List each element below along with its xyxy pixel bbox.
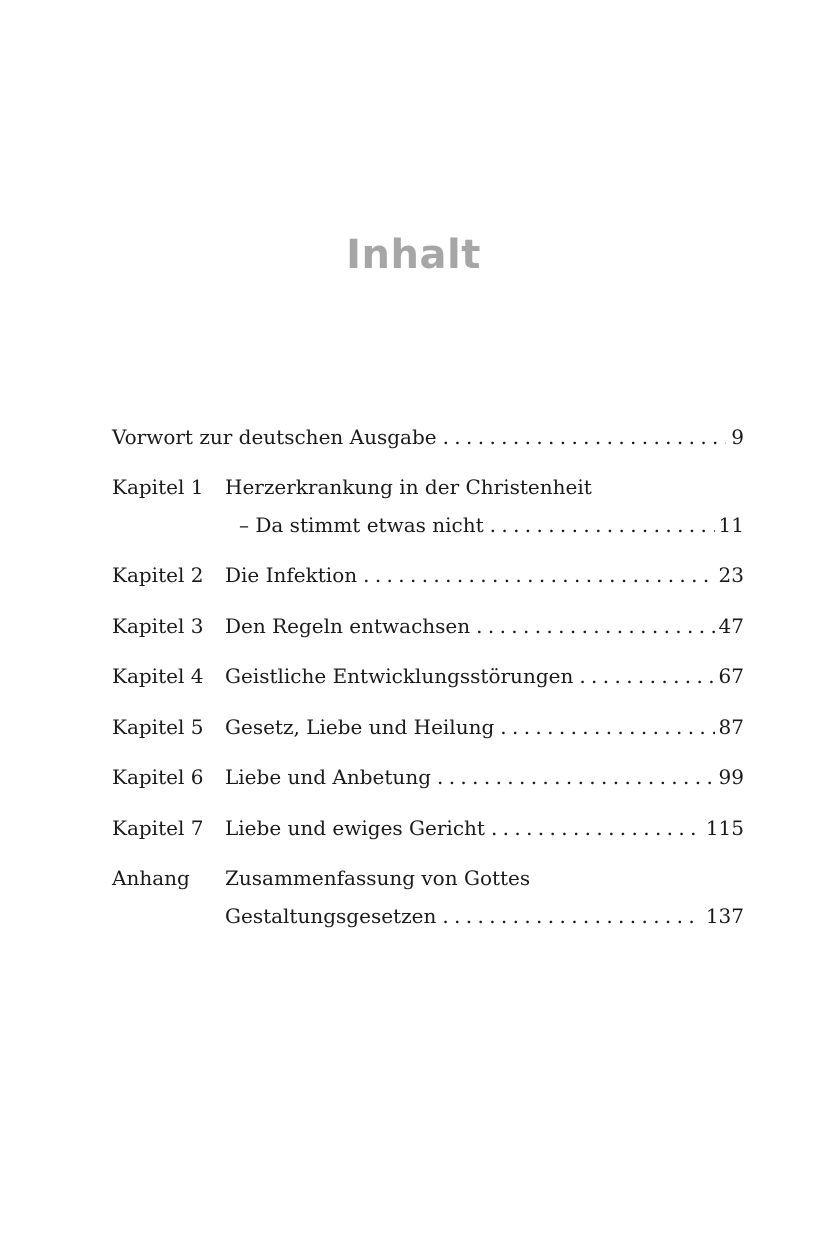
toc-page-number: 47 <box>718 614 744 638</box>
toc-entry-title: Liebe und ewiges Gericht <box>225 816 485 840</box>
toc-entry-title: Geistliche Entwicklungsstörungen <box>225 664 574 688</box>
toc-chapter-label: Kapitel 1 <box>112 475 204 499</box>
toc-entry-kapitel-2 <box>112 560 744 590</box>
toc-entry-kapitel-5 <box>112 712 744 742</box>
toc-entry-kapitel-1 <box>112 472 744 502</box>
toc-entry-vorwort <box>112 422 744 452</box>
toc-page-number: 23 <box>718 563 744 587</box>
toc-entry-title: Liebe und Anbetung <box>225 765 431 789</box>
toc-entry-title: Herzerkrankung in der Christenheit <box>225 475 592 499</box>
toc-chapter-label: Kapitel 2 <box>112 563 204 587</box>
toc-page-number: 9 <box>731 425 744 449</box>
toc-entry-anhang <box>112 863 744 893</box>
toc-entry-kapitel-1-continued <box>112 510 744 540</box>
toc-page-number: 11 <box>718 513 744 537</box>
toc-leader-dots <box>363 560 714 590</box>
toc-entry-kapitel-4 <box>112 661 744 691</box>
toc-chapter-label: Kapitel 5 <box>112 715 204 739</box>
toc-page-number: 115 <box>705 816 744 840</box>
toc-leader-dots <box>490 510 715 540</box>
toc-chapter-label: Anhang <box>112 866 190 890</box>
toc-page-number: 99 <box>718 765 744 789</box>
toc-entry-title: Zusammenfassung von Gottes <box>225 866 531 890</box>
toc-leader-dots <box>491 813 702 843</box>
toc-leader-dots <box>442 901 701 931</box>
toc-page-number: 137 <box>705 904 744 928</box>
toc-entry-title: Die Infektion <box>225 563 358 587</box>
toc-chapter-label: Kapitel 3 <box>112 614 204 638</box>
toc-leader-dots <box>579 661 714 691</box>
toc-entry-kapitel-3 <box>112 611 744 641</box>
toc-entry-anhang-continued <box>112 901 744 931</box>
toc-chapter-label: Kapitel 7 <box>112 816 204 840</box>
toc-entry-title: Gesetz, Liebe und Heilung <box>225 715 495 739</box>
toc-entry-title: Vorwort zur deutschen Ausgabe <box>112 425 437 449</box>
toc-entry-kapitel-6 <box>112 762 744 792</box>
page-title: Inhalt <box>346 232 481 278</box>
toc-leader-dots <box>443 422 726 452</box>
toc-entry-title: Den Regeln entwachsen <box>225 614 471 638</box>
toc-leader-dots <box>500 712 714 742</box>
toc-leader-dots <box>437 762 715 792</box>
toc-entry-kapitel-7 <box>112 813 744 843</box>
toc-page-number: 87 <box>718 715 744 739</box>
toc-leader-dots <box>476 611 714 641</box>
toc-chapter-label: Kapitel 4 <box>112 664 204 688</box>
toc-entry-subtitle: Gestaltungsgesetzen <box>225 904 437 928</box>
toc-chapter-label: Kapitel 6 <box>112 765 204 789</box>
toc-page-number: 67 <box>718 664 744 688</box>
toc-entry-subtitle: – Da stimmt etwas nicht <box>239 513 484 537</box>
